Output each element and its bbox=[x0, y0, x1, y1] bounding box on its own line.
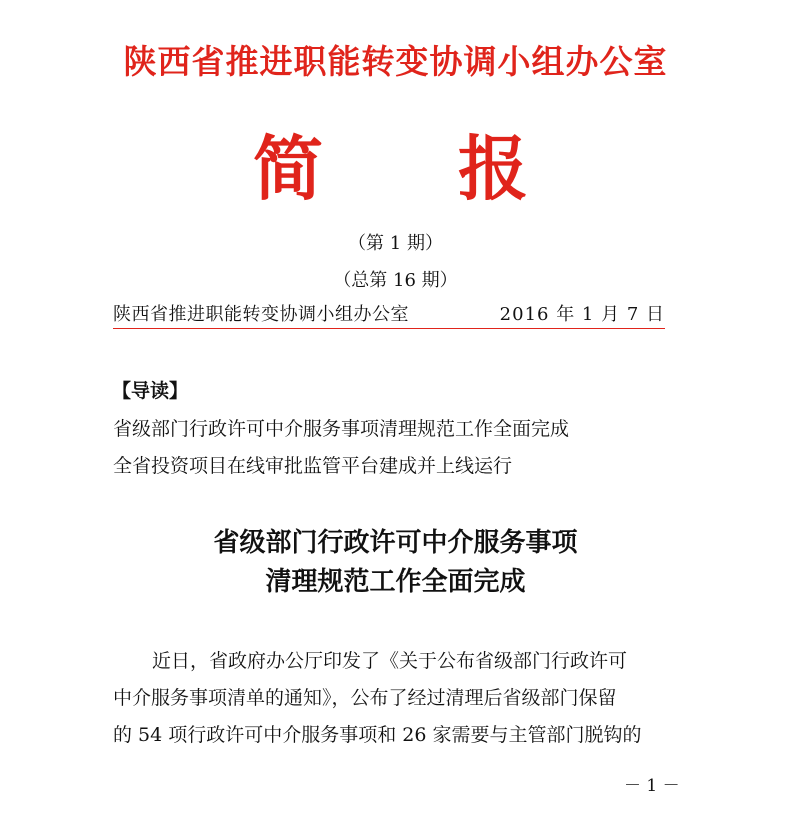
guide-item: 全省投资项目在线审批监管平台建成并上线运行 bbox=[113, 455, 513, 477]
article-title-line: 省级部门行政许可中介服务事项 bbox=[213, 528, 578, 558]
bulletin-title-char-1: 简 bbox=[253, 127, 323, 210]
guide-item: 省级部门行政许可中介服务事项清理规范工作全面完成 bbox=[113, 418, 570, 440]
article-title-line: 清理规范工作全面完成 bbox=[265, 567, 526, 597]
issue-number: （第 1 期） bbox=[348, 233, 443, 254]
guide-label: 【导读】 bbox=[112, 380, 189, 402]
red-divider bbox=[113, 328, 665, 329]
article-body-line: 近日，省政府办公厅印发了《关于公布省级部门行政许可 bbox=[152, 650, 628, 672]
issue-date: 2016 年 1 月 7 日 bbox=[499, 304, 665, 325]
total-issue-number: （总第 16 期） bbox=[333, 270, 458, 291]
article-body-line: 中介服务事项清单的通知》，公布了经过清理后省级部门保留 bbox=[113, 687, 617, 709]
article-body-line: 的 54 项行政许可中介服务事项和 26 家需要与主管部门脱钩的 bbox=[113, 724, 642, 746]
issuer-name: 陕西省推进职能转变协调小组办公室 bbox=[113, 304, 409, 325]
issuing-organization-header: 陕西省推进职能转变协调小组办公室 bbox=[123, 42, 668, 81]
bulletin-title bbox=[253, 124, 553, 214]
issuer-date-line bbox=[113, 300, 665, 328]
page-number: － 1 － bbox=[624, 776, 680, 796]
bulletin-title-char-2: 报 bbox=[458, 127, 528, 210]
